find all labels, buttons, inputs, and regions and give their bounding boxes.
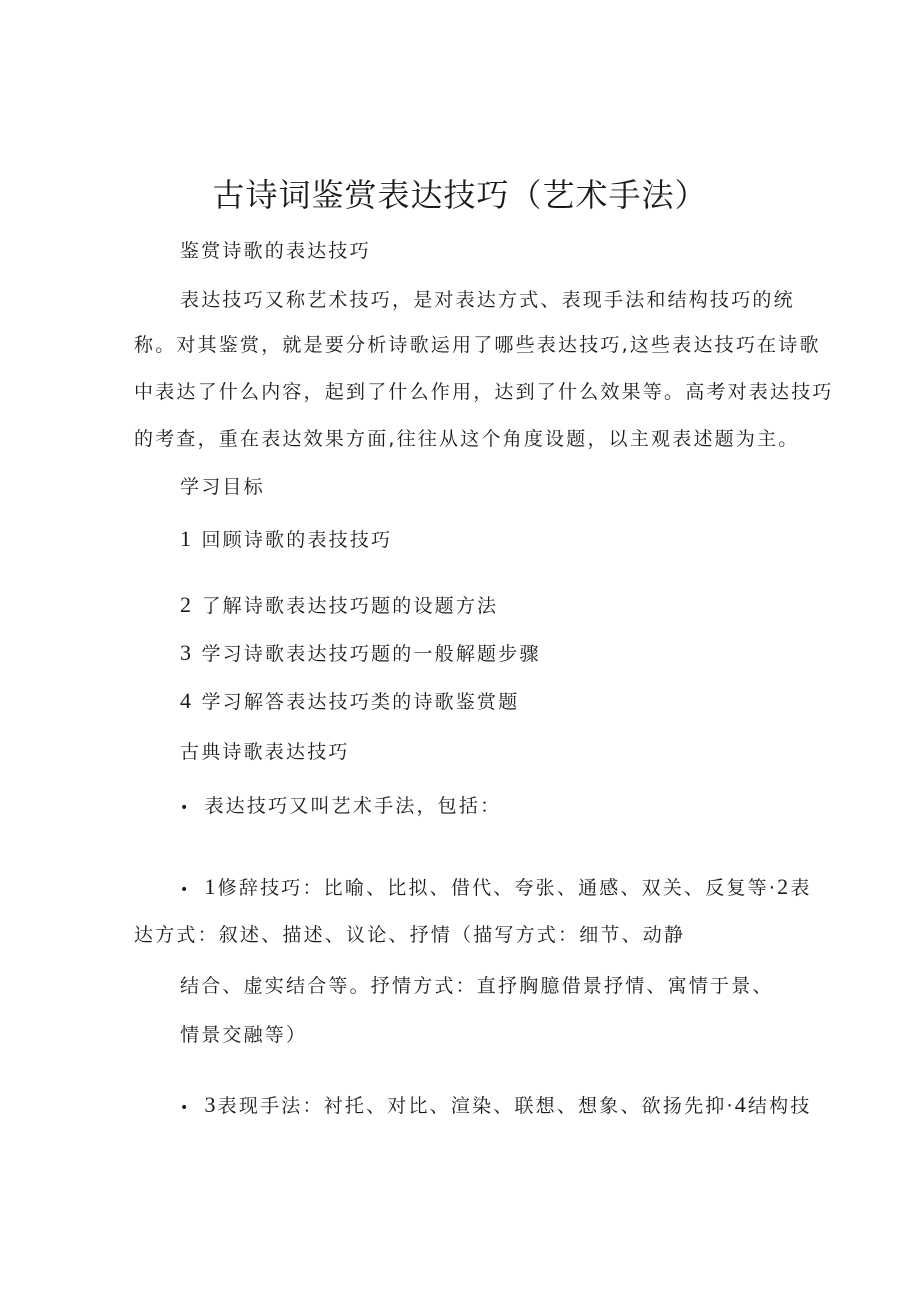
goal-number: 4 (180, 688, 194, 713)
bullet-text: 修辞技巧：比喻、比拟、借代、夸张、通感、双关、反复等· (217, 877, 778, 899)
paragraph-line: 中表达了什么内容，起到了什么作用，达到了什么效果等。高考对表达技巧 (134, 381, 834, 403)
bullet-icon: • (180, 800, 191, 816)
bullet-item (180, 791, 501, 818)
item-number: 1 (204, 874, 218, 899)
bullet-continuation-line: 结合、虚实结合等。抒情方式：直抒胸臆借景抒情、寓情于景、 (180, 975, 774, 997)
goal-text: 回顾诗歌的表技技巧 (201, 529, 393, 551)
bullet-icon: • (180, 882, 191, 898)
goal-text: 学习解答表达技巧类的诗歌鉴赏题 (201, 691, 520, 713)
item-number: 3 (204, 1092, 218, 1117)
goal-number: 1 (180, 526, 194, 551)
paragraph-line: 称。对其鉴赏，就是要分析诗歌运用了哪些表达技巧,这些表达技巧在诗歌 (134, 334, 821, 356)
goal-item (180, 591, 498, 618)
goal-number: 3 (180, 640, 194, 665)
bullet-text: 结构技 (747, 1095, 812, 1117)
goal-item (180, 639, 541, 666)
paragraph-line: 的考查，重在表达效果方面,往往从这个角度设题，以主观表述题为主。 (134, 428, 800, 450)
bullet-continuation-line: 达方式：叙述、描述、议论、抒情（描写方式：细节、动静 (134, 924, 686, 946)
goal-item (180, 687, 519, 714)
item-number: 4 (734, 1092, 748, 1117)
bullet-text: 表 (790, 877, 812, 899)
bullet-text: 表现手法：衬托、对比、渲染、联想、想象、欲扬先抑· (217, 1095, 735, 1117)
goal-text: 了解诗歌表达技巧题的设题方法 (201, 595, 499, 617)
section-heading-goals: 学习目标 (180, 476, 265, 498)
bullet-icon: • (180, 1100, 191, 1116)
section-heading-techniques: 古典诗歌表达技巧 (180, 741, 350, 763)
goal-item (180, 525, 392, 552)
paragraph-line: 表达技巧又称艺术技巧，是对表达方式、表现手法和结构技巧的统 (180, 289, 795, 311)
document-title: 古诗词鉴赏表达技巧（艺术手法） (212, 176, 708, 214)
bullet-continuation-line: 情景交融等） (180, 1024, 308, 1046)
section-heading-appreciation: 鉴赏诗歌的表达技巧 (180, 240, 371, 262)
goal-number: 2 (180, 592, 194, 617)
bullet-item (180, 1091, 812, 1118)
item-number: 2 (777, 874, 791, 899)
bullet-item (180, 873, 812, 900)
bullet-text: 表达技巧又叫艺术手法，包括： (204, 795, 502, 817)
goal-text: 学习诗歌表达技巧题的一般解题步骤 (201, 643, 541, 665)
